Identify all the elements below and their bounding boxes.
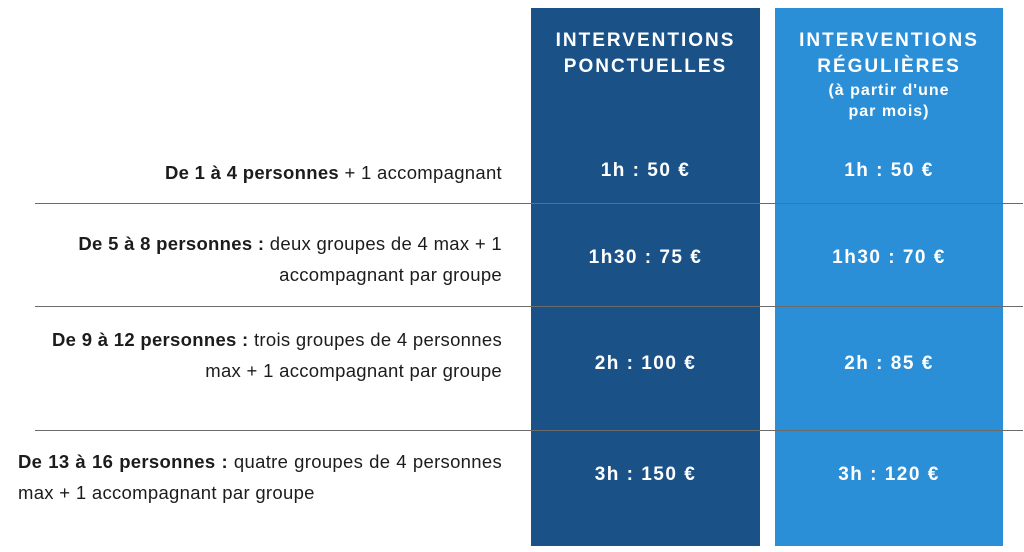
row-3-label bbox=[40, 324, 502, 386]
header-regulieres-line1: INTERVENTIONS bbox=[799, 30, 979, 51]
header-ponctuelles-line2: PONCTUELLES bbox=[563, 56, 728, 77]
row-3-price-ponctuelles: 2h : 100 € bbox=[594, 353, 697, 374]
row-2-price-regulieres: 1h30 : 70 € bbox=[832, 247, 946, 268]
row-4-label-rest: quatre groupes de 4 personnes max + 1 accompagnant par groupe bbox=[18, 451, 502, 503]
header-regulieres-note1: (à partir d'une bbox=[828, 82, 950, 99]
row-3-price-regulieres: 2h : 85 € bbox=[844, 353, 934, 374]
row-separator bbox=[35, 306, 1023, 307]
header-regulieres-note2: par mois) bbox=[848, 103, 930, 120]
row-1-price-regulieres: 1h : 50 € bbox=[844, 160, 934, 181]
row-3-label-bold: De 9 à 12 personnes : bbox=[52, 329, 249, 350]
row-1-label bbox=[40, 157, 502, 188]
row-1-label-rest: + 1 accompagnant bbox=[339, 162, 502, 183]
header-ponctuelles-line1: INTERVENTIONS bbox=[555, 30, 736, 51]
row-1-price-ponctuelles: 1h : 50 € bbox=[600, 160, 691, 181]
header-ponctuelles bbox=[531, 28, 760, 80]
header-regulieres bbox=[775, 28, 1003, 122]
row-4-price-regulieres: 3h : 120 € bbox=[838, 464, 940, 485]
row-2-label-bold: De 5 à 8 personnes : bbox=[78, 233, 265, 254]
row-1-label-bold: De 1 à 4 personnes bbox=[164, 162, 340, 183]
row-2-price-ponctuelles: 1h30 : 75 € bbox=[588, 247, 703, 268]
row-separator bbox=[35, 203, 1023, 204]
header-regulieres-line2: RÉGULIÈRES bbox=[817, 56, 961, 77]
row-4-label bbox=[18, 446, 502, 508]
row-2-label bbox=[40, 228, 502, 290]
row-separator bbox=[35, 430, 1023, 431]
row-4-price-ponctuelles: 3h : 150 € bbox=[594, 464, 697, 485]
row-4-label-bold: De 13 à 16 personnes : bbox=[18, 451, 228, 472]
row-3-label-rest: trois groupes de 4 personnes max + 1 accompagnant par groupe bbox=[205, 329, 502, 381]
row-2-label-rest: deux groupes de 4 max + 1 accompagnant par groupe bbox=[264, 233, 502, 285]
